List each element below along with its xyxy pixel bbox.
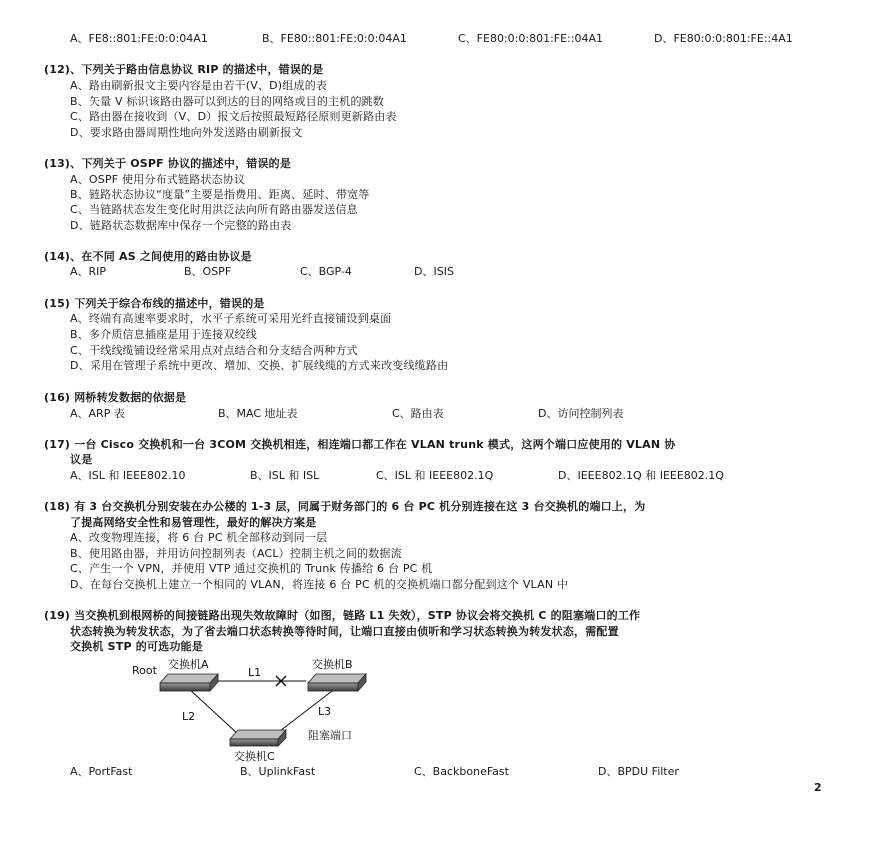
q17-option-a: A、ISL 和 IEEE802.10 [70, 469, 186, 482]
q15-option-a: A、终端有高速率要求时，水平子系统可采用光纤直接铺设到桌面 [70, 312, 392, 325]
q19-option-b: B、UplinkFast [240, 765, 316, 778]
q19-option-a: A、PortFast [70, 765, 133, 778]
q14-option-c: C、BGP-4 [300, 265, 352, 278]
option-a: A、FE8::801:FE:0:0:04A1 [70, 32, 208, 45]
q18-stem-line2: 了提高网络安全性和易管理性，最好的解决方案是 [70, 516, 317, 529]
q12-option-a: A、路由刷新报文主要内容是由若干(V、D)组成的表 [70, 79, 328, 92]
q16-option-b: B、MAC 地址表 [218, 407, 298, 420]
q12-option-b: B、矢量 V 标识该路由器可以到达的目的网络或目的主机的跳数 [70, 95, 385, 108]
q15-option-c: C、干线线缆铺设经常采用点对点结合和分支结合两种方式 [70, 344, 358, 357]
q12-option-d: D、要求路由器周期性地向外发送路由刷新报文 [70, 126, 303, 139]
q14-stem: (14)、在不同 AS 之间使用的路由协议是 [44, 250, 252, 263]
option-d: D、FE80:0:0:801:FE::4A1 [654, 32, 793, 45]
q14-option-a: A、RIP [70, 265, 107, 278]
q13-option-b: B、链路状态协议“度量”主要是指费用、距离、延时、带宽等 [70, 188, 370, 201]
q16-option-d: D、访问控制列表 [538, 407, 624, 420]
q12-option-c: C、路由器在接收到（V、D）报文后按照最短路径原则更新路由表 [70, 110, 397, 123]
q18-option-a: A、改变物理连接，将 6 台 PC 机全部移动到同一层 [70, 531, 328, 544]
q14-option-d: D、ISIS [414, 265, 454, 278]
switch-c-label: 交换机C [234, 750, 275, 763]
link-l3-label: L3 [318, 705, 332, 718]
page-number: 2 [814, 781, 822, 794]
switch-b-label: 交换机B [312, 658, 353, 671]
q19-stem-line1: (19) 当交换机到根网桥的间接链路出现失效故障时（如图，链路 L1 失效），STP 协议会将交换机 C 的阻塞端口的工作 [44, 609, 641, 622]
q19-stem-line3: 交换机 STP 的可选功能是 [70, 640, 203, 653]
link-l2-label: L2 [182, 710, 196, 723]
q18-option-b: B、使用路由器，并用访问控制列表（ACL）控制主机之间的数据流 [70, 547, 402, 560]
switch-a-icon [160, 674, 218, 691]
q17-stem-line1: (17) 一台 Cisco 交换机和一台 3COM 交换机相连，相连端口都工作在 VLAN trunk 模式，这两个端口应使用的 VLAN 协 [44, 438, 676, 451]
option-c: C、FE80:0:0:801:FE::04A1 [458, 32, 603, 45]
q13-option-d: D、链路状态数据库中保存一个完整的路由表 [70, 219, 292, 232]
q16-option-a: A、ARP 表 [70, 407, 125, 420]
link-l1-label: L1 [248, 666, 262, 679]
q12-stem: (12)、下列关于路由信息协议 RIP 的描述中，错误的是 [44, 63, 324, 76]
q15-stem: (15) 下列关于综合布线的描述中，错误的是 [44, 297, 265, 310]
switch-c-icon [230, 730, 286, 746]
switch-a-label: 交换机A [168, 658, 209, 671]
q16-stem: (16) 网桥转发数据的依据是 [44, 391, 187, 404]
stp-topology-diagram [126, 654, 426, 764]
switch-b-icon [308, 674, 366, 691]
q17-option-d: D、IEEE802.1Q 和 IEEE802.1Q [558, 469, 724, 482]
q15-option-b: B、多介质信息插座是用于连接双绞线 [70, 328, 257, 341]
q18-option-c: C、产生一个 VPN，并使用 VTP 通过交换机的 Trunk 传播给 6 台 PC 机 [70, 562, 433, 575]
q17-option-c: C、ISL 和 IEEE802.1Q [376, 469, 494, 482]
blocked-port-label: 阻塞端口 [308, 729, 352, 742]
link-l2-line [188, 688, 238, 734]
q18-stem-line1: (18) 有 3 台交换机分别安装在办公楼的 1-3 层，同属于财务部门的 6 台 PC 机分别连接在这 3 台交换机的端口上，为 [44, 500, 646, 513]
q13-stem: (13)、下列关于 OSPF 协议的描述中，错误的是 [44, 157, 292, 170]
q19-option-c: C、BackboneFast [414, 765, 509, 778]
q17-option-b: B、ISL 和 ISL [250, 469, 320, 482]
q16-option-c: C、路由表 [392, 407, 444, 420]
q14-option-b: B、OSPF [184, 265, 232, 278]
q15-option-d: D、采用在管理子系统中更改、增加、交换、扩展线缆的方式来改变线缆路由 [70, 359, 449, 372]
q13-option-a: A、OSPF 使用分布式链路状态协议 [70, 173, 246, 186]
q17-stem-line2: 议是 [70, 453, 93, 466]
q19-option-d: D、BPDU Filter [598, 765, 679, 778]
option-b: B、FE80::801:FE:0:0:04A1 [262, 32, 407, 45]
q13-option-c: C、当链路状态发生变化时用洪泛法向所有路由器发送信息 [70, 203, 358, 216]
q19-stem-line2: 状态转换为转发状态，为了省去端口状态转换等待时间，让端口直接由侦听和学习状态转换为转发状态，需配置 [70, 625, 619, 638]
q18-option-d: D、在每台交换机上建立一个相同的 VLAN，将连接 6 台 PC 机的交换机端口都分配到这个 VLAN 中 [70, 578, 569, 591]
root-label: Root [132, 664, 157, 677]
